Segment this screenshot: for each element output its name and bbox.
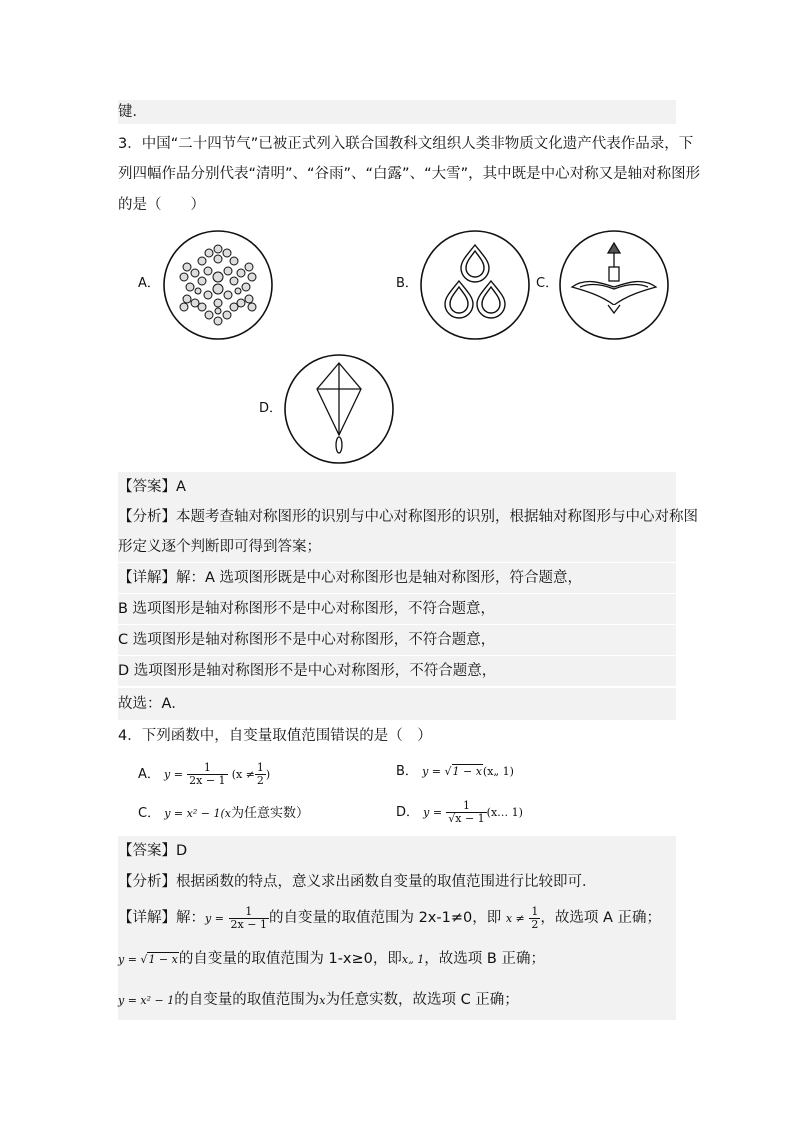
q4-detail-fraction: [229, 906, 269, 931]
q4-option-c-text: 为任意实数）: [230, 806, 309, 821]
q4-line-c-math: y = x² − 1: [118, 994, 175, 1007]
q4-option-d-cond: (x… 1): [486, 806, 523, 819]
q4-option-c-expr: y = x² − 1(x: [164, 807, 231, 820]
q4-detail-line-a: [118, 898, 676, 938]
q4-line-b-text: 的自变量的取值范围为 1-x≥0，即: [178, 951, 402, 967]
q4-detail-cond-num: 1: [531, 904, 539, 918]
option-d-label: D．: [259, 401, 283, 416]
q3-conclusion: 故选：A．: [118, 688, 676, 720]
q4-option-a-cond-fraction: [255, 762, 266, 787]
q4-line-b-math: y = √: [118, 953, 148, 966]
q4-line-b-radicand: 1 − x: [148, 953, 178, 966]
q4-option-a: [138, 762, 270, 787]
q4-detail-num: 1: [229, 906, 269, 919]
q4-option-d-lhs: y =: [423, 806, 443, 819]
q4-line-c-var: x: [319, 994, 326, 1007]
q4-detail-den: 2x − 1: [230, 917, 267, 931]
q3-detail-3: C 选项图形是轴对称图形不是中心对称图形，不符合题意，: [118, 625, 676, 655]
q4-option-d: [396, 800, 523, 825]
top-line: 键．: [118, 100, 676, 124]
q4-option-a-lhs: y =: [164, 768, 183, 781]
q4-option-a-cond-pre: (x ≠: [231, 768, 255, 781]
q4-option-b-cond: (x„ 1): [482, 765, 514, 778]
q4-option-b-label: B．: [396, 764, 418, 779]
q3-answer: 【答案】A: [118, 472, 676, 502]
option-b-figure: [419, 229, 531, 341]
q4-option-a-num: 1: [187, 762, 227, 775]
q4-option-d-label: D．: [396, 805, 420, 820]
q4-option-d-fraction: [446, 800, 486, 825]
q3-detail-4: D 选项图形是轴对称图形不是中心对称图形，不符合题意，: [118, 656, 676, 686]
q4-detail-cond-pre: x ≠: [505, 912, 525, 925]
q4-detail-cond-den: 2: [531, 917, 539, 931]
q4-option-a-cond-den: 2: [256, 774, 264, 787]
q4-line-b-cond: x„ 1: [401, 953, 425, 966]
q4-option-a-fraction: [187, 762, 227, 787]
q4-detail-lhs: y =: [205, 912, 224, 925]
q4-answer: 【答案】D: [118, 836, 676, 866]
q4-line-b-post: ，故选项 B 正确；: [424, 951, 545, 967]
option-a-label: A．: [138, 276, 160, 291]
q4-line-c-post: 为任意实数，故选项 C 正确；: [325, 992, 519, 1008]
q3-line3: 的是（ ）: [118, 197, 205, 213]
q4-detail-post: ，故选项 A 正确；: [540, 910, 661, 926]
option-b-label: B．: [396, 276, 418, 291]
q4-option-a-label: A．: [138, 767, 160, 782]
option-c-label: C．: [536, 276, 559, 291]
q4-line-c-text: 的自变量的取值范围为: [174, 992, 320, 1008]
q4-option-b-lhs: y = √: [422, 765, 452, 778]
q3-line1: 3．中国“二十四节气”已被正式列入联合国教科文组织人类非物质文化遗产代表作品录，下: [118, 136, 694, 152]
q4-option-c: [138, 804, 309, 824]
q4-option-a-cond-num: 1: [256, 761, 264, 774]
q4-option-d-num: 1: [446, 800, 486, 813]
q3-line2: 列四幅作品分别代表“清明”、“谷雨”、“白露”、“大雪”，其中既是中心对称又是轴对称图形: [118, 166, 701, 182]
q4-analysis: 【分析】根据函数的特点，意义求出函数自变量的取值范围进行比较即可．: [118, 866, 676, 898]
q3-detail-1: 【详解】解：A 选项图形既是中心对称图形也是轴对称图形，符合题意，: [118, 563, 676, 593]
q4-detail-line-c: [118, 980, 676, 1020]
q4-detail-pre: 【详解】解：: [118, 910, 205, 926]
q3-detail-2: B 选项图形是轴对称图形不是中心对称图形，不符合题意，: [118, 594, 676, 624]
q3-analysis-2: 形定义逐个判断即可得到答案；: [118, 532, 676, 562]
q4-question: 4．下列函数中，自变量取值范围错误的是（ ）: [118, 728, 432, 744]
q4-detail-cond-fraction: [529, 906, 540, 931]
q4-detail-line-b: [118, 938, 676, 980]
q4-option-b: [396, 762, 514, 782]
q3-analysis-1: 【分析】本题考查轴对称图形的识别与中心对称图形的识别，根据轴对称图形与中心对称图: [118, 502, 676, 532]
option-d-figure: [283, 353, 395, 465]
option-a-figure: [162, 229, 274, 341]
q4-option-a-cond-post: ): [265, 768, 271, 781]
q4-option-a-den: 2x − 1: [189, 774, 226, 787]
option-c-figure: [558, 229, 670, 341]
q4-option-b-radicand: 1 − x: [452, 765, 482, 778]
q4-detail-mid: 的自变量的取值范围为 2x-1≠0，即: [268, 910, 502, 926]
q4-option-c-label: C．: [138, 806, 161, 821]
q4-option-d-den: √x − 1: [448, 812, 485, 825]
